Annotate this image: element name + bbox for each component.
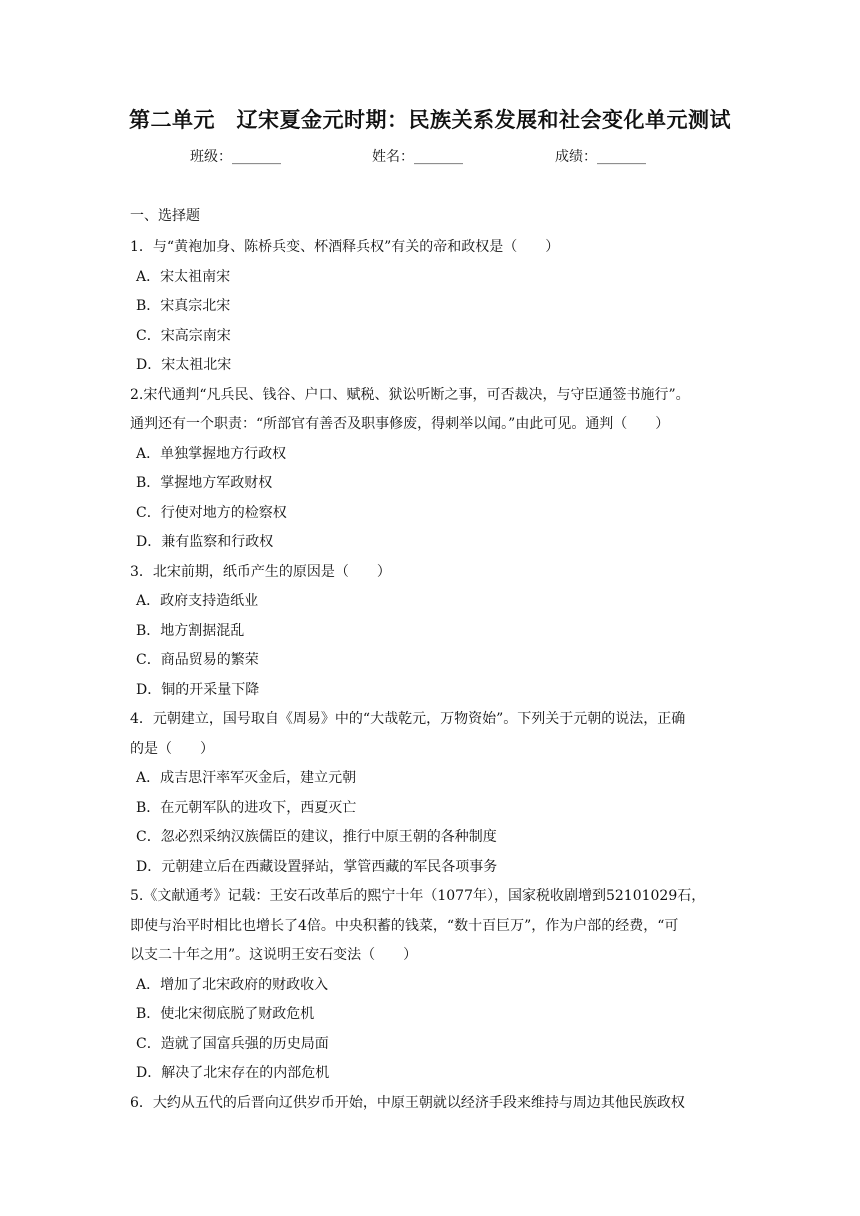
option-d: D．铜的开采量下降: [136, 681, 260, 698]
option-d: D．宋太祖北宋: [136, 357, 232, 373]
question-stem: 4．元朝建立，国号取自《周易》中的“大哉乾元，万物资始”。下列关于元朝的说法，正确: [130, 711, 686, 727]
class-field-label: 班级：_______: [190, 149, 281, 165]
score-field-label: 成绩：_______: [555, 149, 646, 165]
option-b: B．使北宋彻底脱了财政危机: [136, 1006, 315, 1022]
question-stem: 6．大约从五代的后晋向辽供岁币开始，中原王朝就以经济手段来维持与周边其他民族政权: [130, 1094, 685, 1111]
option-a: A．宋太祖南宋: [136, 268, 231, 285]
question-2: [130, 381, 740, 558]
page-title: 第二单元 辽宋夏金元时期：民族关系发展和社会变化单元测试: [129, 107, 731, 132]
option-c: C．行使对地方的检察权: [136, 504, 287, 521]
option-a: A．成吉思汗率军灭金后，建立元朝: [136, 770, 357, 786]
option-c: C．宋高宗南宋: [136, 327, 231, 344]
question-list: [130, 203, 740, 1118]
option-a: A．增加了北宋政府的财政收入: [136, 976, 329, 993]
option-b: B．地方割据混乱: [136, 622, 245, 639]
question-4: [130, 705, 740, 882]
option-d: D．解决了北宋存在的内部危机: [136, 1065, 330, 1081]
question-3: [130, 558, 740, 706]
option-d: D．元朝建立后在西藏设置驿站，掌管西藏的军民各项事务: [136, 858, 498, 875]
option-b: B．掌握地方军政财权: [136, 475, 273, 491]
question-stem: 2.宋代通判“凡兵民、钱谷、户口、赋税、狱讼听断之事，可否裁决，与守臣通签书施行”。: [130, 386, 690, 403]
question-stem: 的是（ ）: [130, 740, 214, 757]
question-6: [130, 1089, 740, 1119]
section-heading: 一、选择题: [130, 208, 200, 224]
question-5: [130, 882, 740, 1089]
option-d: D．兼有监察和行政权: [136, 534, 274, 550]
option-a: A．单独掌握地方行政权: [136, 445, 287, 462]
question-1: [130, 233, 740, 381]
question-stem: 3．北宋前期，纸币产生的原因是（ ）: [130, 563, 391, 580]
option-c: C．造就了国富兵强的历史局面: [136, 1035, 329, 1052]
question-stem: 通判还有一个职责：“所部官有善否及职事修废，得刺举以闻。”由此可见。通判（ ）: [130, 416, 670, 432]
question-stem: 1．与“黄袍加身、陈桥兵变、杯酒释兵权”有关的帝和政权是（ ）: [130, 239, 560, 255]
option-c: C．商品贸易的繁荣: [136, 652, 259, 668]
question-stem: 以支二十年之用”。这说明王安石变法（ ）: [130, 947, 418, 963]
name-field-label: 姓名：_______: [372, 149, 463, 165]
question-stem: 即使与治平时相比也增长了4倍。中央积蓄的钱菜，“数十百巨万”，作为户部的经费，“可: [130, 917, 679, 934]
question-stem: 5.《文献通考》记载：王安石改革后的熙宁十年（1077年），国家税收剧增到52101029石，: [130, 888, 706, 904]
option-c: C．忽必烈采纳汉族儒臣的建议，推行中原王朝的各种制度: [136, 829, 497, 845]
option-a: A．政府支持造纸业: [136, 593, 259, 609]
option-b: B．在元朝军队的进攻下，西夏灭亡: [136, 799, 357, 816]
option-b: B．宋真宗北宋: [136, 298, 231, 314]
